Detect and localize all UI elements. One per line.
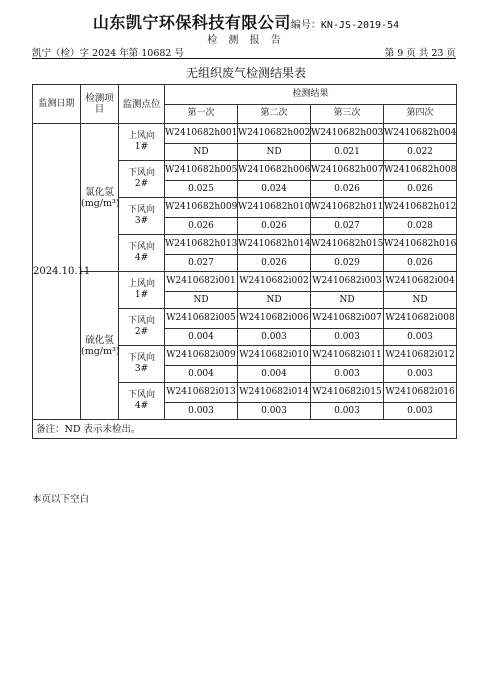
sample-code: W2410682i012 — [384, 346, 457, 366]
monitor-point-name: 下风向 — [127, 242, 155, 252]
sample-code: W2410682i015 — [311, 383, 384, 403]
monitor-point-number: 4# — [134, 253, 149, 263]
result-value: ND — [238, 144, 311, 161]
result-value: 0.003 — [384, 366, 457, 383]
result-value: 0.026 — [165, 218, 238, 235]
monitor-point-number: 2# — [134, 179, 149, 189]
result-value: 0.004 — [238, 366, 311, 383]
blank-below-text: 本页以下空白 — [32, 494, 90, 505]
result-value: 0.026 — [384, 255, 457, 272]
test-item-unit: (mg/m³) — [81, 197, 120, 209]
result-value: 0.024 — [238, 181, 311, 198]
result-value: ND — [311, 292, 384, 309]
sample-code: W2410682i011 — [311, 346, 384, 366]
monitor-point-name: 上风向 — [127, 131, 155, 141]
monitor-point-number: 3# — [134, 364, 149, 374]
col-header-results: 检测结果 — [165, 85, 457, 105]
sample-code: W2410682i009 — [165, 346, 238, 366]
sample-code: W2410682i004 — [384, 272, 457, 292]
monitor-date: 2024.10.11 — [33, 124, 81, 420]
sample-code: W2410682i010 — [238, 346, 311, 366]
col-header-item: 检测项目 — [81, 85, 119, 124]
result-value: 0.021 — [311, 144, 384, 161]
col-header-date: 监测日期 — [33, 85, 81, 124]
result-value: 0.003 — [238, 403, 311, 420]
sample-code: W2410682h010 — [238, 198, 311, 218]
results-body — [33, 124, 457, 420]
table-row — [33, 124, 457, 144]
monitor-point — [119, 124, 165, 161]
results-table — [32, 84, 457, 439]
sample-code: W2410682h009 — [165, 198, 238, 218]
test-item — [81, 272, 119, 420]
sample-code: W2410682h014 — [238, 235, 311, 255]
test-item-name: 硫化氢 — [85, 334, 114, 346]
page-info: 第 9 页 共 23 页 — [384, 48, 456, 59]
result-value: 0.003 — [384, 403, 457, 420]
sample-code: W2410682i014 — [238, 383, 311, 403]
result-value: ND — [165, 144, 238, 161]
result-value: 0.029 — [311, 255, 384, 272]
monitor-point-number: 1# — [134, 142, 149, 152]
sample-code: W2410682h016 — [384, 235, 457, 255]
test-item-unit: (mg/m³) — [81, 345, 120, 357]
result-value: 0.025 — [165, 181, 238, 198]
monitor-point — [119, 383, 165, 420]
monitor-point-number: 2# — [134, 327, 149, 337]
sample-code: W2410682i007 — [311, 309, 384, 329]
sample-code: W2410682h007 — [311, 161, 384, 181]
result-value: 0.026 — [384, 181, 457, 198]
sample-code: W2410682h005 — [165, 161, 238, 181]
result-value: 0.027 — [165, 255, 238, 272]
sample-code: W2410682h008 — [384, 161, 457, 181]
report-number: 凯宁（检）字 2024 年第 10682 号 — [32, 48, 184, 59]
monitor-point — [119, 198, 165, 235]
sample-code: W2410682h015 — [311, 235, 384, 255]
monitor-point — [119, 272, 165, 309]
result-value: ND — [384, 292, 457, 309]
result-value: 0.026 — [238, 218, 311, 235]
monitor-point — [119, 161, 165, 198]
monitor-point-name: 上风向 — [127, 279, 155, 289]
monitor-point-number: 4# — [134, 401, 149, 411]
monitor-point-name: 下风向 — [127, 205, 155, 215]
result-value: 0.003 — [238, 329, 311, 346]
col-header-point: 监测点位 — [119, 85, 165, 124]
result-value: 0.028 — [384, 218, 457, 235]
result-value: 0.003 — [311, 366, 384, 383]
sample-code: W2410682h002 — [238, 124, 311, 144]
col-header-round-1: 第一次 — [165, 104, 238, 124]
result-value: 0.003 — [311, 403, 384, 420]
company-code: 编号：KN-JS-2019-54 — [290, 20, 400, 31]
sample-code: W2410682h003 — [311, 124, 384, 144]
monitor-point-name: 下风向 — [127, 390, 155, 400]
company-header — [0, 10, 492, 33]
result-value: 0.027 — [311, 218, 384, 235]
sample-code: W2410682i001 — [165, 272, 238, 292]
result-value: 0.004 — [165, 329, 238, 346]
test-item — [81, 124, 119, 272]
sample-code: W2410682h006 — [238, 161, 311, 181]
result-value: 0.004 — [165, 366, 238, 383]
sample-code: W2410682i005 — [165, 309, 238, 329]
sample-code: W2410682i006 — [238, 309, 311, 329]
monitor-point-name: 下风向 — [127, 316, 155, 326]
monitor-point-number: 3# — [134, 216, 149, 226]
report-meta — [32, 45, 456, 59]
sample-code: W2410682i013 — [165, 383, 238, 403]
monitor-point — [119, 235, 165, 272]
sample-code: W2410682h013 — [165, 235, 238, 255]
sample-code: W2410682h011 — [311, 198, 384, 218]
sample-code: W2410682h004 — [384, 124, 457, 144]
sample-code: W2410682h012 — [384, 198, 457, 218]
col-header-round-4: 第四次 — [384, 104, 457, 124]
result-value: 0.003 — [165, 403, 238, 420]
test-item-name: 氯化氢 — [85, 186, 114, 198]
monitor-point — [119, 346, 165, 383]
monitor-point — [119, 309, 165, 346]
result-value: 0.026 — [238, 255, 311, 272]
result-value: 0.026 — [311, 181, 384, 198]
result-value: 0.022 — [384, 144, 457, 161]
sample-code: W2410682h001 — [165, 124, 238, 144]
result-value: 0.003 — [311, 329, 384, 346]
table-row — [33, 272, 457, 292]
table-note: 备注：ND 表示未检出。 — [33, 420, 457, 439]
result-value: ND — [238, 292, 311, 309]
monitor-point-name: 下风向 — [127, 353, 155, 363]
monitor-point-number: 1# — [134, 290, 149, 300]
col-header-round-3: 第三次 — [311, 104, 384, 124]
table-title: 无组织废气检测结果表 — [185, 66, 306, 80]
result-value: ND — [165, 292, 238, 309]
company-name: 山东凯宁环保科技有限公司 — [92, 13, 291, 32]
result-value: 0.003 — [384, 329, 457, 346]
sample-code: W2410682i003 — [311, 272, 384, 292]
sample-code: W2410682i002 — [238, 272, 311, 292]
report-kind: 检 测 报 告 — [207, 35, 285, 46]
sample-code: W2410682i008 — [384, 309, 457, 329]
header-divider — [32, 58, 456, 59]
col-header-round-2: 第二次 — [238, 104, 311, 124]
sample-code: W2410682i016 — [384, 383, 457, 403]
monitor-point-name: 下风向 — [127, 168, 155, 178]
